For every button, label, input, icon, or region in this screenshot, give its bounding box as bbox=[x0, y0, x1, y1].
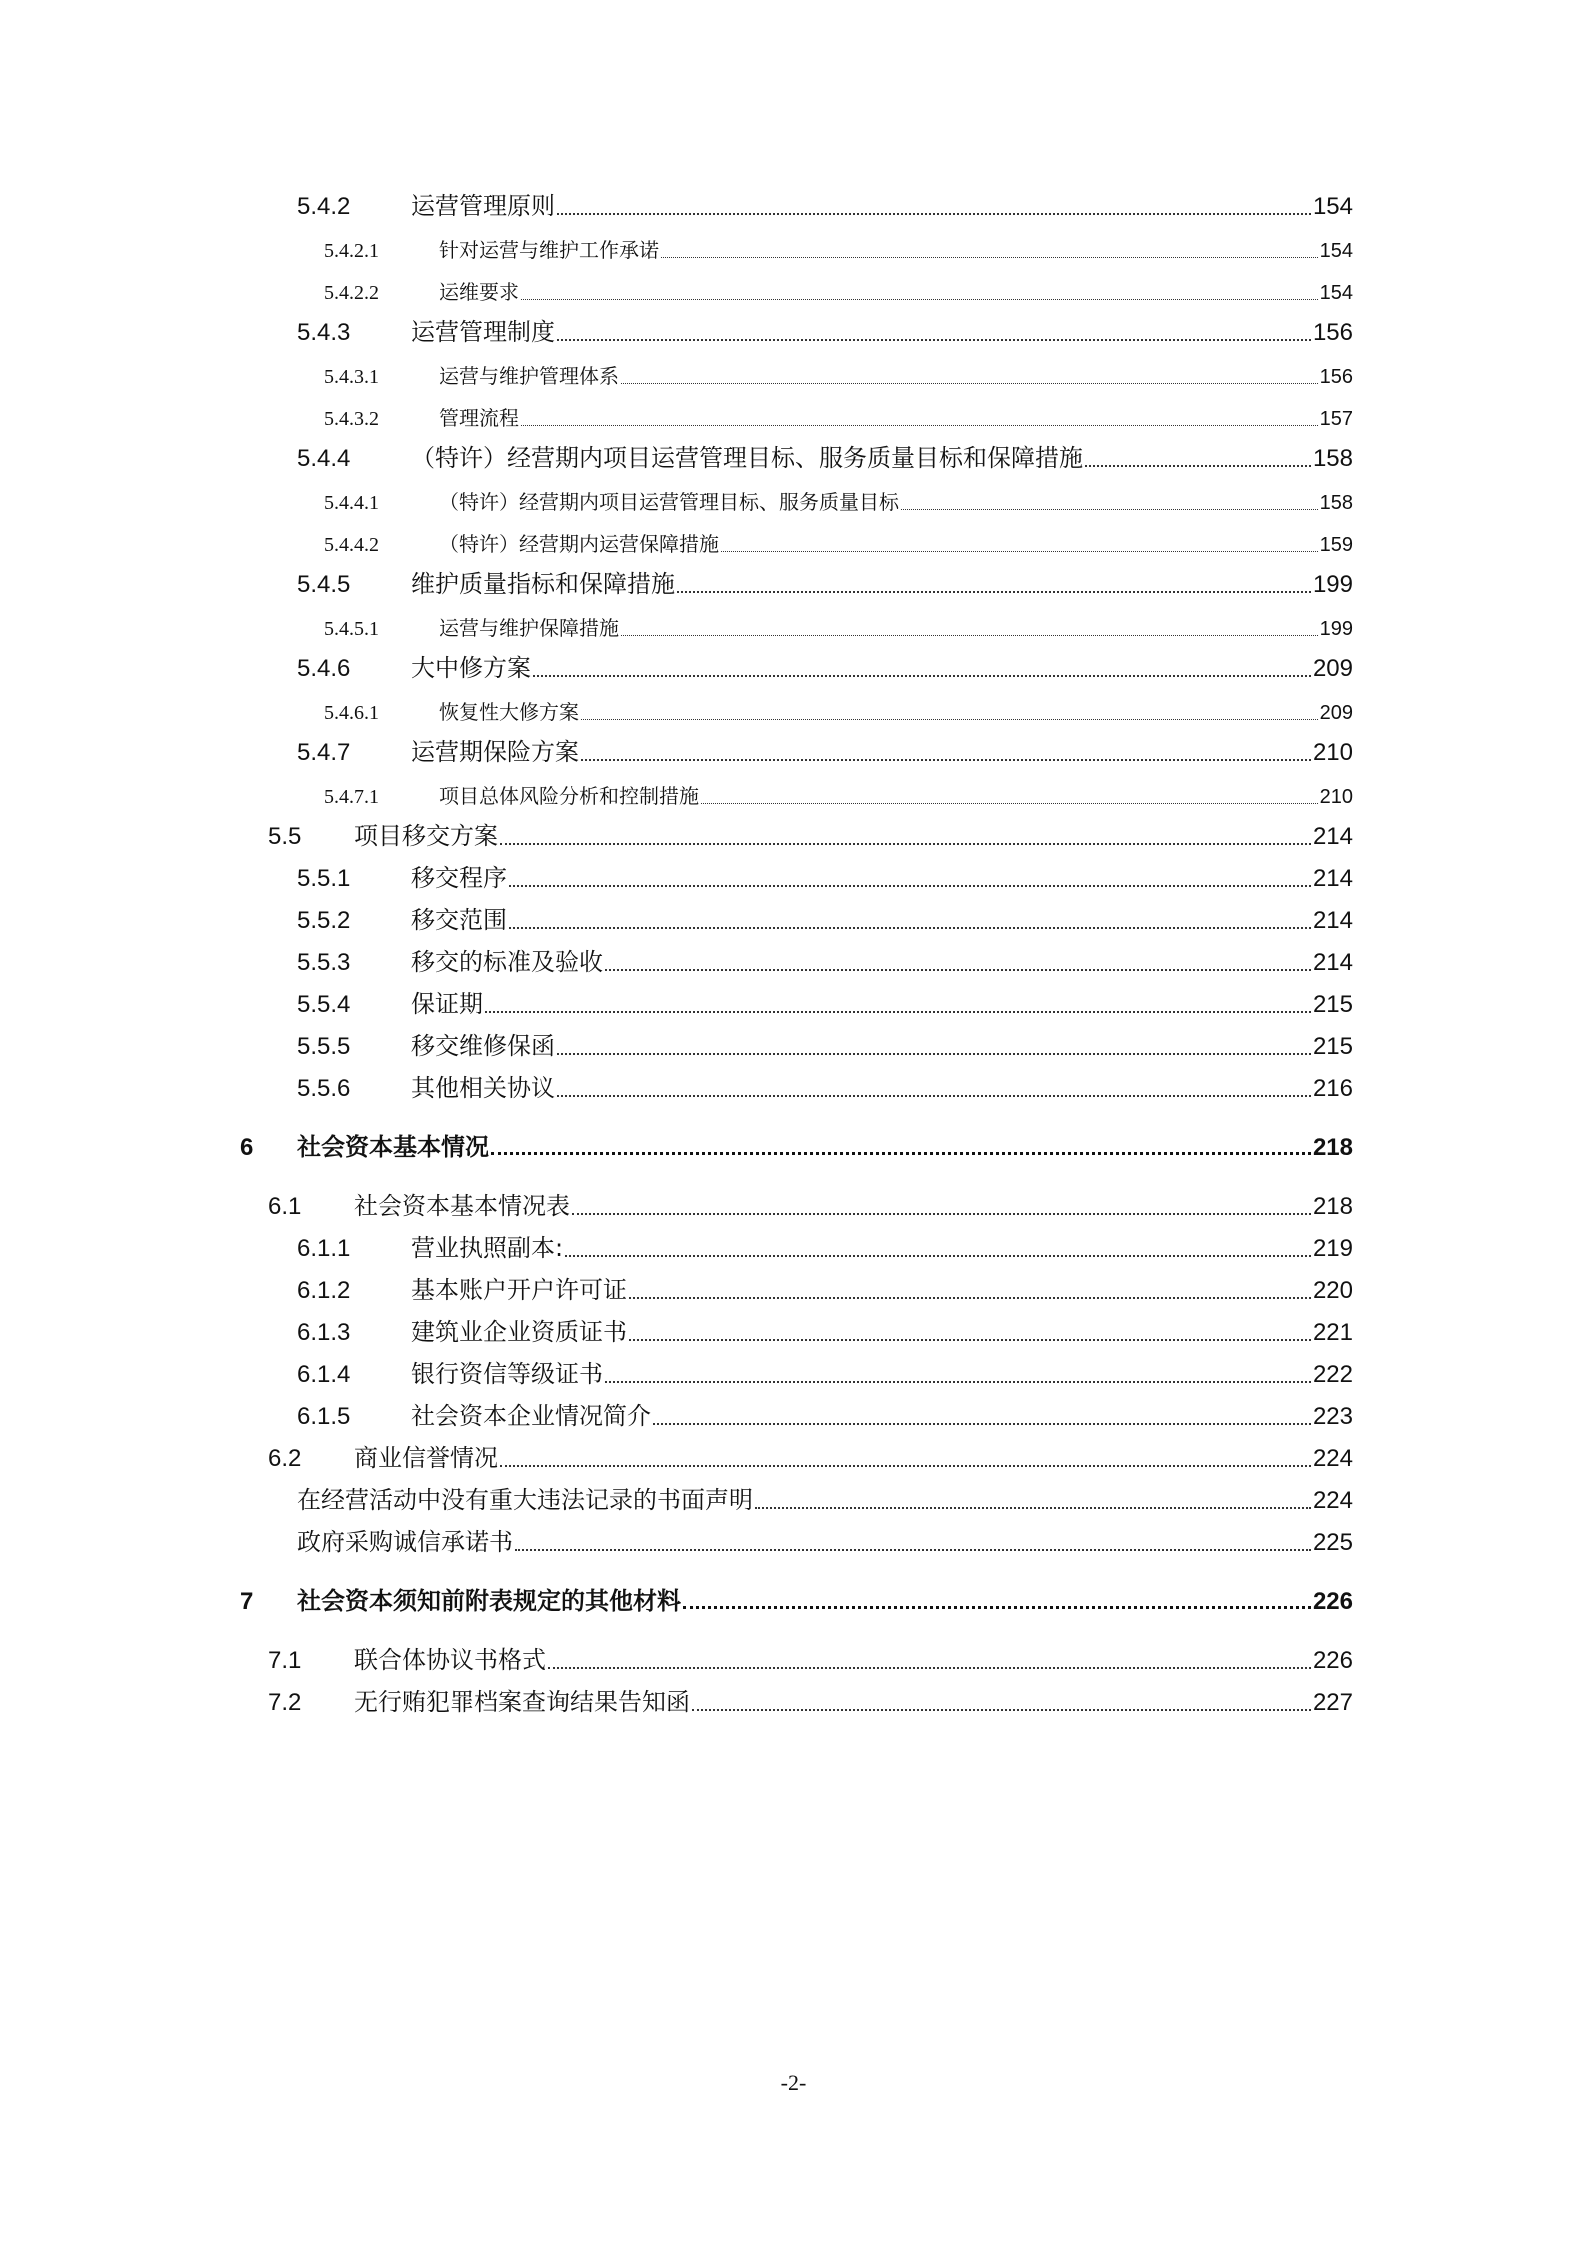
toc-entry-page: 226 bbox=[1312, 1588, 1353, 1615]
toc-entry-page: 215 bbox=[1312, 991, 1353, 1018]
toc-entry-number: 6.1 bbox=[268, 1193, 302, 1220]
toc-entry-number: 5.4.2.2 bbox=[324, 282, 379, 304]
dot-leader bbox=[491, 1152, 1311, 1155]
toc-entry[interactable] bbox=[0, 191, 1587, 225]
toc-entry-title: 移交的标准及验收 bbox=[411, 948, 603, 976]
toc-entry[interactable] bbox=[0, 863, 1587, 897]
toc-entry-number: 5.5.3 bbox=[297, 949, 351, 976]
page-number: -2- bbox=[780, 2070, 807, 2095]
toc-entry[interactable] bbox=[0, 1485, 1587, 1519]
toc-entry[interactable] bbox=[0, 485, 1587, 519]
toc-entry[interactable] bbox=[0, 653, 1587, 687]
toc-entry-number: 6.2 bbox=[268, 1445, 302, 1472]
toc-entry-number: 7 bbox=[240, 1588, 254, 1615]
toc-entry[interactable] bbox=[0, 1687, 1587, 1721]
toc-entry[interactable] bbox=[0, 1401, 1587, 1435]
toc-entry-page: 221 bbox=[1312, 1319, 1353, 1346]
toc-entry-title: 保证期 bbox=[411, 990, 483, 1018]
dot-leader bbox=[500, 843, 1311, 845]
toc-entry[interactable] bbox=[0, 1527, 1587, 1561]
toc-entry[interactable] bbox=[0, 569, 1587, 603]
toc-entry[interactable] bbox=[0, 989, 1587, 1023]
toc-entry-page: 214 bbox=[1312, 949, 1353, 976]
dot-leader bbox=[661, 257, 1318, 258]
toc-entry-title: 社会资本基本情况 bbox=[297, 1133, 489, 1161]
toc-entry[interactable] bbox=[0, 695, 1587, 729]
dot-leader bbox=[557, 339, 1311, 341]
toc-entry-number: 5.4.4 bbox=[297, 445, 351, 472]
toc-entry-title: 运维要求 bbox=[439, 280, 519, 304]
toc-entry[interactable] bbox=[0, 1359, 1587, 1393]
dot-leader bbox=[548, 1667, 1311, 1669]
toc-entry-page: 222 bbox=[1312, 1361, 1353, 1388]
dot-leader bbox=[1085, 465, 1311, 467]
toc-entry-page: 156 bbox=[1319, 366, 1353, 388]
toc-entry-title: 移交程序 bbox=[411, 864, 507, 892]
toc-entry-title: 运营期保险方案 bbox=[411, 738, 579, 766]
toc-entry-title: 运营管理制度 bbox=[411, 318, 555, 346]
toc-entry-title: 基本账户开户许可证 bbox=[411, 1276, 627, 1304]
toc-entry-title: 营业执照副本: bbox=[411, 1234, 564, 1262]
toc-entry-page: 154 bbox=[1312, 193, 1353, 220]
toc-entry[interactable] bbox=[0, 1191, 1587, 1225]
toc-entry-page: 214 bbox=[1312, 907, 1353, 934]
toc-entry-title: 运营管理原则 bbox=[411, 192, 555, 220]
toc-entry-number: 5.4.6 bbox=[297, 655, 351, 682]
toc-entry-number: 5.5.6 bbox=[297, 1075, 351, 1102]
toc-entry[interactable] bbox=[0, 359, 1587, 393]
toc-entry-title: 大中修方案 bbox=[411, 654, 531, 682]
toc-entry-title: 项目移交方案 bbox=[354, 822, 498, 850]
toc-entry-title: 社会资本基本情况表 bbox=[354, 1192, 570, 1220]
toc-entry[interactable] bbox=[0, 779, 1587, 813]
toc-entry-page: 218 bbox=[1312, 1134, 1353, 1161]
toc-entry-page: 156 bbox=[1312, 319, 1353, 346]
toc-entry-page: 154 bbox=[1319, 282, 1353, 304]
toc-entry-number: 5.4.5.1 bbox=[324, 618, 379, 640]
dot-leader bbox=[485, 1011, 1311, 1013]
toc-entry-title: 无行贿犯罪档案查询结果告知函 bbox=[354, 1688, 690, 1716]
dot-leader bbox=[515, 1549, 1311, 1551]
toc-entry-number: 5.4.6.1 bbox=[324, 702, 379, 724]
toc-entry-number: 6.1.3 bbox=[297, 1319, 351, 1346]
toc-entry-title: 管理流程 bbox=[439, 406, 519, 430]
toc-entry[interactable] bbox=[0, 401, 1587, 435]
dot-leader bbox=[581, 719, 1318, 720]
toc-entry-number: 7.2 bbox=[268, 1689, 302, 1716]
toc-entry-page: 214 bbox=[1312, 823, 1353, 850]
toc-entry-page: 215 bbox=[1312, 1033, 1353, 1060]
toc-entry-title: 政府采购诚信承诺书 bbox=[297, 1528, 513, 1556]
toc-entry-page: 227 bbox=[1312, 1689, 1353, 1716]
toc-entry-number: 6.1.4 bbox=[297, 1361, 351, 1388]
dot-leader bbox=[629, 1297, 1311, 1299]
dot-leader bbox=[500, 1465, 1311, 1467]
toc-entry-page: 225 bbox=[1312, 1529, 1353, 1556]
dot-leader bbox=[533, 675, 1311, 677]
toc-entry-page: 209 bbox=[1319, 702, 1353, 724]
toc-entry-page: 214 bbox=[1312, 865, 1353, 892]
toc-entry[interactable] bbox=[0, 527, 1587, 561]
toc-entry-title: 商业信誉情况 bbox=[354, 1444, 498, 1472]
toc-entry-number: 5.4.7 bbox=[297, 739, 351, 766]
toc-entry[interactable] bbox=[0, 275, 1587, 309]
toc-entry-title: 移交范围 bbox=[411, 906, 507, 934]
toc-entry-title: 银行资信等级证书 bbox=[411, 1360, 603, 1388]
dot-leader bbox=[683, 1606, 1311, 1609]
dot-leader bbox=[521, 425, 1318, 426]
toc-entry-number: 6.1.2 bbox=[297, 1277, 351, 1304]
toc-entry-title: （特许）经营期内项目运营管理目标、服务质量目标 bbox=[439, 490, 899, 514]
toc-entry-number: 5.4.4.2 bbox=[324, 534, 379, 556]
dot-leader bbox=[605, 969, 1311, 971]
dot-leader bbox=[721, 551, 1318, 552]
toc-entry-page: 157 bbox=[1319, 408, 1353, 430]
dot-leader bbox=[692, 1709, 1311, 1711]
toc-entry[interactable] bbox=[0, 947, 1587, 981]
dot-leader bbox=[629, 1339, 1311, 1341]
toc-entry-title: （特许）经营期内项目运营管理目标、服务质量目标和保障措施 bbox=[411, 444, 1083, 472]
toc-entry-page: 226 bbox=[1312, 1647, 1353, 1674]
toc-entry-page: 154 bbox=[1319, 240, 1353, 262]
toc-entry-title: 移交维修保函 bbox=[411, 1032, 555, 1060]
dot-leader bbox=[521, 299, 1318, 300]
dot-leader bbox=[581, 759, 1311, 761]
toc-entry-page: 224 bbox=[1312, 1487, 1353, 1514]
toc-entry-page: 224 bbox=[1312, 1445, 1353, 1472]
toc-entry[interactable] bbox=[0, 1233, 1587, 1267]
toc-entry[interactable] bbox=[0, 737, 1587, 771]
dot-leader bbox=[509, 927, 1311, 929]
toc-entry-title: 项目总体风险分析和控制措施 bbox=[439, 784, 699, 808]
dot-leader bbox=[701, 803, 1318, 804]
toc-entry-number: 5.4.3 bbox=[297, 319, 351, 346]
dot-leader bbox=[755, 1507, 1311, 1509]
toc-entry-number: 5.4.7.1 bbox=[324, 786, 379, 808]
toc-entry-title: 针对运营与维护工作承诺 bbox=[439, 238, 659, 262]
toc-entry-title: 其他相关协议 bbox=[411, 1074, 555, 1102]
toc-entry-page: 218 bbox=[1312, 1193, 1353, 1220]
toc-entry-page: 210 bbox=[1319, 786, 1353, 808]
toc-entry-number: 5.5.1 bbox=[297, 865, 351, 892]
toc-entry[interactable] bbox=[0, 1317, 1587, 1351]
toc-entry-page: 223 bbox=[1312, 1403, 1353, 1430]
dot-leader bbox=[621, 635, 1318, 636]
toc-entry[interactable] bbox=[0, 443, 1587, 477]
toc-entry-page: 158 bbox=[1319, 492, 1353, 514]
toc-entry[interactable] bbox=[0, 1031, 1587, 1065]
toc-entry-title: 运营与维护保障措施 bbox=[439, 616, 619, 640]
toc-entry-title: （特许）经营期内运营保障措施 bbox=[439, 532, 719, 556]
toc-entry-page: 159 bbox=[1319, 534, 1353, 556]
toc-entry-number: 5.5.4 bbox=[297, 991, 351, 1018]
toc-entry-title: 恢复性大修方案 bbox=[439, 700, 579, 724]
toc-entry-number: 5.4.4.1 bbox=[324, 492, 379, 514]
toc-entry-page: 219 bbox=[1312, 1235, 1353, 1262]
toc-entry-page: 209 bbox=[1312, 655, 1353, 682]
toc-entry[interactable] bbox=[0, 1645, 1587, 1679]
toc-entry-number: 6.1.1 bbox=[297, 1235, 351, 1262]
toc-entry-number: 6.1.5 bbox=[297, 1403, 351, 1430]
toc-entry-number: 5.5.5 bbox=[297, 1033, 351, 1060]
toc-entry-number: 6 bbox=[240, 1134, 254, 1161]
toc-entry[interactable] bbox=[0, 1586, 1587, 1620]
dot-leader bbox=[565, 1255, 1311, 1257]
dot-leader bbox=[509, 885, 1311, 887]
toc-entry-page: 216 bbox=[1312, 1075, 1353, 1102]
toc-entry[interactable] bbox=[0, 1073, 1587, 1107]
toc-entry-number: 5.5.2 bbox=[297, 907, 351, 934]
toc-entry-title: 运营与维护管理体系 bbox=[439, 364, 619, 388]
dot-leader bbox=[621, 383, 1318, 384]
toc-entry-number: 5.5 bbox=[268, 823, 302, 850]
toc-entry[interactable] bbox=[0, 1132, 1587, 1166]
toc-entry[interactable] bbox=[0, 611, 1587, 645]
toc-entry-title: 建筑业企业资质证书 bbox=[411, 1318, 627, 1346]
toc-entry-number: 7.1 bbox=[268, 1647, 302, 1674]
dot-leader bbox=[557, 213, 1311, 215]
toc-entry-number: 5.4.2 bbox=[297, 193, 351, 220]
toc-entry-page: 199 bbox=[1312, 571, 1353, 598]
toc-entry-number: 5.4.2.1 bbox=[324, 240, 379, 262]
toc-entry[interactable] bbox=[0, 905, 1587, 939]
toc-entry-title: 联合体协议书格式 bbox=[354, 1646, 546, 1674]
dot-leader bbox=[677, 591, 1311, 593]
dot-leader bbox=[557, 1095, 1311, 1097]
toc-entry[interactable] bbox=[0, 1443, 1587, 1477]
toc-entry[interactable] bbox=[0, 317, 1587, 351]
toc-entry-page: 220 bbox=[1312, 1277, 1353, 1304]
dot-leader bbox=[557, 1053, 1311, 1055]
toc-entry-page: 210 bbox=[1312, 739, 1353, 766]
toc-entry[interactable] bbox=[0, 821, 1587, 855]
toc-entry-title: 社会资本企业情况简介 bbox=[411, 1402, 651, 1430]
dot-leader bbox=[605, 1381, 1311, 1383]
dot-leader bbox=[572, 1213, 1311, 1215]
toc-entry-title: 在经营活动中没有重大违法记录的书面声明 bbox=[297, 1486, 753, 1514]
toc-entry[interactable] bbox=[0, 1275, 1587, 1309]
toc-entry-title: 维护质量指标和保障措施 bbox=[411, 570, 675, 598]
toc-entry-number: 5.4.3.1 bbox=[324, 366, 379, 388]
dot-leader bbox=[653, 1423, 1311, 1425]
toc-entry-title: 社会资本须知前附表规定的其他材料 bbox=[297, 1587, 681, 1615]
toc-entry-number: 5.4.5 bbox=[297, 571, 351, 598]
toc-entry-page: 158 bbox=[1312, 445, 1353, 472]
toc-entry[interactable] bbox=[0, 233, 1587, 267]
toc-entry-page: 199 bbox=[1319, 618, 1353, 640]
dot-leader bbox=[901, 509, 1318, 510]
toc-entry-number: 5.4.3.2 bbox=[324, 408, 379, 430]
